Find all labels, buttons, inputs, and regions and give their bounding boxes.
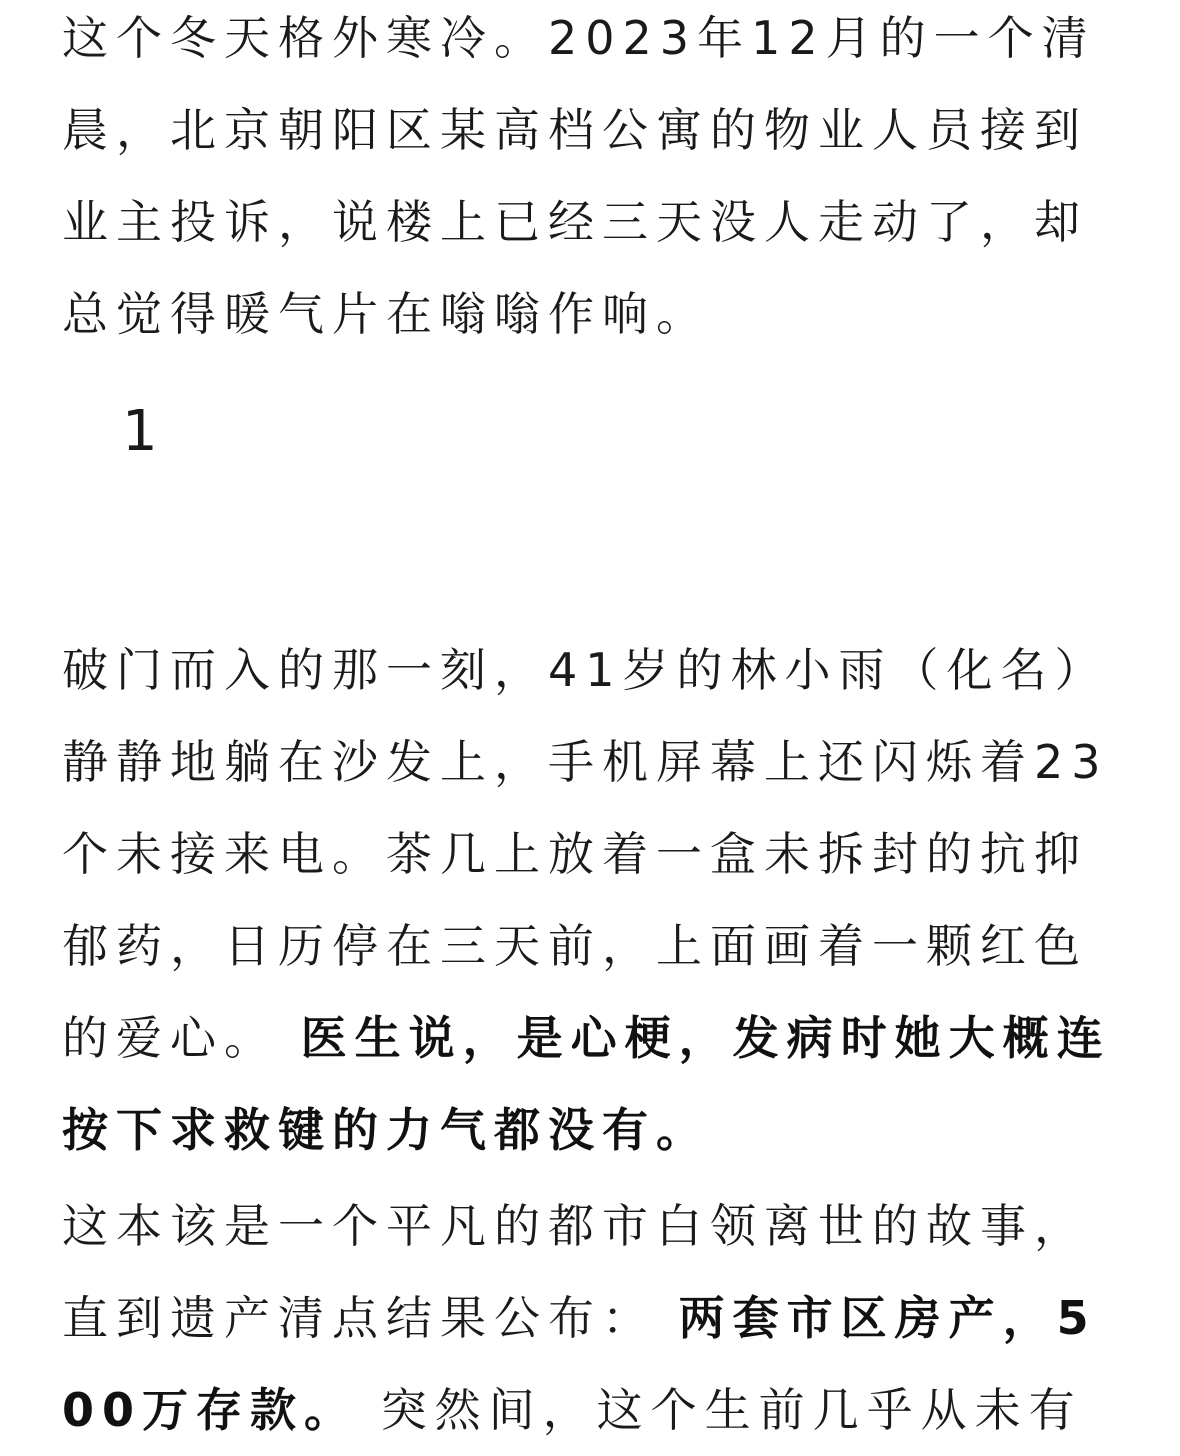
paragraph-inheritance-text-1: 这本该是一个平凡的都市白领离世的故事，直到遗产清点结果公布： xyxy=(62,1199,1088,1345)
section-number: 1 xyxy=(122,399,158,464)
paragraph-discovery-text: 破门而入的那一刻，41岁的林小雨（化名）静静地躺在沙发上，手机屏幕上还闪烁着23个未接来电。茶几上放着一盒未拆封的抗抑郁药，日历停在三天前，上面画着一颗红色的爱心。 xyxy=(62,643,1109,1065)
paragraph-discovery xyxy=(62,624,1120,1176)
paragraph-intro-text: 这个冬天格外寒冷。2023年12月的一个清晨，北京朝阳区某高档公寓的物业人员接到业主投诉，说楼上已经三天没人走动了，却总觉得暖气片在嗡嗡作响。 xyxy=(62,11,1096,341)
paragraph-inheritance xyxy=(62,1180,1120,1456)
paragraph-inheritance-bold: 两套市区房产，500万存款。 xyxy=(62,1291,1097,1437)
paragraph-inheritance-text-2: 突然间，这个生前几乎从未有 xyxy=(380,1383,1083,1437)
paragraph-intro xyxy=(62,0,1120,360)
paragraph-discovery-bold: 医生说，是心梗，发病时她大概连按下求救键的力气都没有。 xyxy=(62,1011,1111,1157)
